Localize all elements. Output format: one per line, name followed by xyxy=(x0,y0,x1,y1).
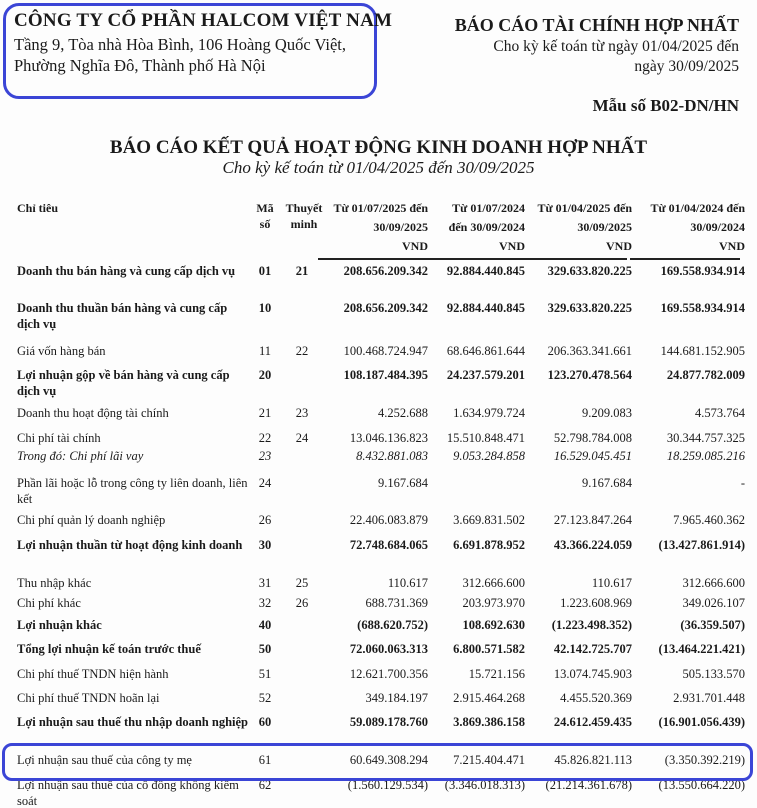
row-code: 20 xyxy=(258,368,272,382)
header-note-line1: Thuyết xyxy=(285,201,323,215)
row-label: Phần lãi hoặc lỗ trong công ty liên doanh, liên kết xyxy=(17,476,248,506)
row-value: 4.455.520.369 xyxy=(560,691,632,705)
row-note: 25 xyxy=(295,576,309,590)
row-label: Doanh thu bán hàng và cung cấp dịch vụ xyxy=(17,264,236,278)
row-code: 22 xyxy=(258,431,272,445)
row-value: 27.123.847.264 xyxy=(553,513,632,527)
row-value: 206.363.341.661 xyxy=(547,344,632,358)
row-code: 01 xyxy=(258,264,272,278)
page-subtitle: Cho kỳ kế toán từ 01/04/2025 đến 30/09/2025 xyxy=(222,158,535,177)
row-value: (16.901.056.439) xyxy=(658,715,745,729)
row-value: 505.133.570 xyxy=(682,667,745,681)
row-code: 11 xyxy=(258,344,272,358)
row-label: Chi phí thuế TNDN hoãn lại xyxy=(17,691,160,705)
row-code: 24 xyxy=(258,476,272,490)
row-value: 60.649.308.294 xyxy=(349,753,428,767)
row-label: Lợi nhuận sau thuế thu nhập doanh nghiệp xyxy=(17,715,248,729)
row-code: 21 xyxy=(258,406,272,420)
row-value: 169.558.934.914 xyxy=(660,301,745,315)
row-code: 26 xyxy=(258,513,272,527)
row-value: 110.617 xyxy=(387,576,428,590)
row-value: (3.350.392.219) xyxy=(664,753,745,767)
row-code: 61 xyxy=(258,753,272,767)
row-value: 688.731.369 xyxy=(365,596,428,610)
row-value: 329.633.820.225 xyxy=(547,301,632,315)
row-value: 7.965.460.362 xyxy=(673,513,745,527)
row-label: Chi phí khác xyxy=(17,596,81,610)
header-code-line1: Mã xyxy=(256,201,274,215)
row-code: 50 xyxy=(258,642,272,656)
company-address-line2: Phường Nghĩa Đô, Thành phố Hà Nội xyxy=(14,56,266,75)
company-name: CÔNG TY CỔ PHẦN HALCOM VIỆT NAM xyxy=(14,10,393,31)
period-label: Từ 01/07/2024 xyxy=(452,201,525,215)
row-value: 9.209.083 xyxy=(582,406,632,420)
row-value: 6.691.878.952 xyxy=(453,538,525,552)
row-value: (1.560.129.534) xyxy=(347,778,428,792)
row-value: 92.884.440.845 xyxy=(446,264,525,278)
form-number: Mẫu số B02-DN/HN xyxy=(592,96,739,115)
header-code-line2: số xyxy=(259,217,271,231)
row-value: 24.877.782.009 xyxy=(666,368,745,382)
row-code: 51 xyxy=(258,667,272,681)
header-rule xyxy=(517,258,627,260)
header-label: Chỉ tiêu xyxy=(17,201,59,215)
row-value: 208.656.209.342 xyxy=(343,301,428,315)
row-value: (3.346.018.313) xyxy=(444,778,525,792)
report-period-line1: Cho kỳ kế toán từ ngày 01/04/2025 đến xyxy=(493,38,739,55)
row-code: 10 xyxy=(258,301,272,315)
row-value: 16.529.045.451 xyxy=(553,449,632,463)
period-label: 30/09/2025 xyxy=(577,220,632,234)
row-value: 8.432.881.083 xyxy=(356,449,428,463)
row-note: 23 xyxy=(295,406,309,420)
row-value: 203.973.970 xyxy=(462,596,525,610)
row-value: 100.468.724.947 xyxy=(343,344,428,358)
row-value: 9.167.684 xyxy=(378,476,428,490)
currency-unit: VND xyxy=(719,239,745,253)
row-code: 23 xyxy=(258,449,272,463)
row-value: 92.884.440.845 xyxy=(446,301,525,315)
currency-unit: VND xyxy=(606,239,632,253)
row-value: 2.915.464.268 xyxy=(453,691,525,705)
row-value: 4.573.764 xyxy=(695,406,745,420)
row-value: (21.214.361.678) xyxy=(545,778,632,792)
period-label: đến 30/09/2024 xyxy=(448,220,525,234)
row-label: Chi phí tài chính xyxy=(17,431,101,445)
header-code xyxy=(252,200,278,232)
period-label: 30/09/2025 xyxy=(373,220,428,234)
row-value: 24.612.459.435 xyxy=(553,715,632,729)
report-type: BÁO CÁO TÀI CHÍNH HỢP NHẤT xyxy=(454,15,739,35)
row-value: 13.074.745.903 xyxy=(553,667,632,681)
row-value: 12.621.700.356 xyxy=(349,667,428,681)
row-label: Chi phí thuế TNDN hiện hành xyxy=(17,667,169,681)
row-note: 21 xyxy=(295,264,309,278)
row-value: 42.142.725.707 xyxy=(553,642,632,656)
row-value: 1.634.979.724 xyxy=(453,406,525,420)
row-label: Lợi nhuận sau thuế của cổ đông không kiểm soát xyxy=(17,778,239,808)
row-label: Lợi nhuận gộp về bán hàng và cung cấp dịch vụ xyxy=(17,368,230,398)
row-code: 32 xyxy=(258,596,272,610)
header-note-line2: minh xyxy=(290,217,318,231)
row-value: 4.252.688 xyxy=(378,406,428,420)
row-value: 2.931.701.448 xyxy=(673,691,745,705)
row-value: 15.510.848.471 xyxy=(446,431,525,445)
row-label: Lợi nhuận sau thuế của công ty mẹ xyxy=(17,753,192,767)
period-label: Từ 01/07/2025 đến xyxy=(333,201,428,215)
row-value: 312.666.600 xyxy=(682,576,745,590)
row-code: 62 xyxy=(258,778,272,792)
header-rule xyxy=(630,258,740,260)
currency-unit: VND xyxy=(402,239,428,253)
row-value: 6.800.571.582 xyxy=(453,642,525,656)
row-value: 15.721.156 xyxy=(468,667,525,681)
row-code: 40 xyxy=(258,618,272,632)
row-code: 31 xyxy=(258,576,272,590)
row-label: Trong đó: Chi phí lãi vay xyxy=(17,449,144,463)
row-value: 349.184.197 xyxy=(365,691,428,705)
row-value: (13.550.664.220) xyxy=(658,778,745,792)
row-note: 22 xyxy=(295,344,309,358)
row-value: 7.215.404.471 xyxy=(453,753,525,767)
row-value: 72.060.063.313 xyxy=(349,642,428,656)
column-header-3 xyxy=(517,200,632,254)
row-label: Chi phí quản lý doanh nghiệp xyxy=(17,513,166,527)
row-value: 349.026.107 xyxy=(682,596,745,610)
period-label: Từ 01/04/2024 đến xyxy=(650,201,745,215)
page-title: BÁO CÁO KẾT QUẢ HOẠT ĐỘNG KINH DOANH HỢP NHẤT xyxy=(109,137,648,158)
row-note: 24 xyxy=(295,431,309,445)
row-label: Giá vốn hàng bán xyxy=(17,344,106,358)
row-label: Thu nhập khác xyxy=(17,576,92,590)
row-value: 52.798.784.008 xyxy=(553,431,632,445)
row-value: - xyxy=(740,476,745,490)
report-period-line2: ngày 30/09/2025 xyxy=(634,58,739,75)
row-value: 108.692.630 xyxy=(462,618,525,632)
row-label: Lợi nhuận thuần từ hoạt động kinh doanh xyxy=(17,538,243,552)
row-value: (688.620.752) xyxy=(357,618,428,632)
period-label: Từ 01/04/2025 đến xyxy=(537,201,632,215)
row-value: 3.669.831.502 xyxy=(453,513,525,527)
row-value: (13.464.221.421) xyxy=(658,642,745,656)
row-value: 45.826.821.113 xyxy=(554,753,632,767)
row-value: 9.167.684 xyxy=(582,476,632,490)
row-value: 144.681.152.905 xyxy=(660,344,745,358)
row-value: 9.053.284.858 xyxy=(453,449,525,463)
row-value: 312.666.600 xyxy=(462,576,525,590)
row-value: 24.237.579.201 xyxy=(446,368,525,382)
row-label: Tổng lợi nhuận kế toán trước thuế xyxy=(17,642,201,656)
row-code: 52 xyxy=(258,691,272,705)
row-value: (13.427.861.914) xyxy=(658,538,745,552)
row-label: Lợi nhuận khác xyxy=(17,618,102,632)
row-value: 108.187.484.395 xyxy=(343,368,428,382)
row-value: 59.089.178.760 xyxy=(349,715,428,729)
row-note: 26 xyxy=(295,596,309,610)
row-value: 169.558.934.914 xyxy=(660,264,745,278)
row-code: 30 xyxy=(258,538,272,552)
row-value: 329.633.820.225 xyxy=(547,264,632,278)
row-value: 1.223.608.969 xyxy=(560,596,632,610)
column-header-2 xyxy=(410,200,525,254)
currency-unit: VND xyxy=(499,239,525,253)
row-value: 13.046.136.823 xyxy=(349,431,428,445)
row-value: 110.617 xyxy=(591,576,632,590)
row-value: 3.869.386.158 xyxy=(453,715,525,729)
row-value: (1.223.498.352) xyxy=(551,618,632,632)
row-value: 72.748.684.065 xyxy=(349,538,428,552)
row-label: Doanh thu thuần bán hàng và cung cấp dịch vụ xyxy=(17,301,228,331)
row-value: 123.270.478.564 xyxy=(547,368,632,382)
company-address-line1: Tầng 9, Tòa nhà Hòa Bình, 106 Hoàng Quốc Việt, xyxy=(14,35,347,54)
row-value: 22.406.083.879 xyxy=(349,513,428,527)
row-value: 68.646.861.644 xyxy=(446,344,525,358)
row-value: 43.366.224.059 xyxy=(553,538,632,552)
row-value: 208.656.209.342 xyxy=(343,264,428,278)
row-value: 30.344.757.325 xyxy=(666,431,745,445)
row-code: 60 xyxy=(258,715,272,729)
row-value: (36.359.507) xyxy=(680,618,745,632)
period-label: 30/09/2024 xyxy=(690,220,745,234)
row-value: 18.259.085.216 xyxy=(666,449,745,463)
column-header-4 xyxy=(630,200,745,254)
row-label: Doanh thu hoạt động tài chính xyxy=(17,406,169,420)
header-rule xyxy=(318,258,533,260)
row-highlight-box xyxy=(2,743,753,781)
